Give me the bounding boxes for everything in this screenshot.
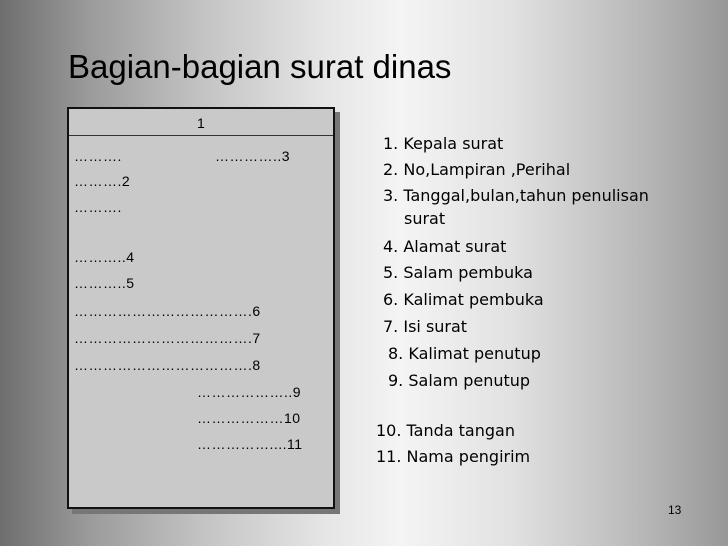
- marker-7: ……………………………….7: [74, 330, 261, 346]
- slide-title: Bagian-bagian surat dinas: [68, 48, 452, 85]
- legend-item-5: 5. Salam pembuka: [383, 263, 533, 282]
- legend-item-10: 10. Tanda tangan: [376, 421, 515, 440]
- legend-item-1: 1. Kepala surat: [383, 134, 504, 153]
- marker-8: ……………………………….8: [74, 357, 261, 373]
- marker-3: …………..3: [215, 148, 291, 164]
- legend-item-3: 3. Tanggal,bulan,tahun penulisan: [383, 186, 649, 205]
- legend-item-2: 2. No,Lampiran ,Perihal: [383, 160, 571, 179]
- legend-item-8: 8. Kalimat penutup: [388, 344, 541, 363]
- marker-6: ……………………………….6: [74, 303, 261, 319]
- letter-line-dots: ……….: [74, 148, 122, 164]
- marker-9: ………………..9: [197, 384, 302, 400]
- marker-2: ……….2: [74, 173, 131, 189]
- legend-item-9: 9. Salam penutup: [388, 371, 531, 390]
- marker-10: ………………10: [197, 410, 301, 426]
- page-number: 13: [668, 503, 682, 517]
- legend-item-4: 4. Alamat surat: [383, 237, 507, 256]
- marker-11: ……………....11: [197, 436, 303, 452]
- letter-template-box: [67, 107, 335, 509]
- legend-item-7: 7. Isi surat: [383, 317, 468, 336]
- marker-5: ………..5: [74, 275, 135, 291]
- marker-4: ………..4: [74, 249, 135, 265]
- letter-line-dots: ……….: [74, 199, 122, 215]
- legend-item-3-continued: surat: [404, 209, 446, 228]
- header-marker: 1: [197, 115, 206, 131]
- legend-item-11: 11. Nama pengirim: [376, 447, 531, 466]
- letter-header-area: [69, 109, 333, 136]
- legend-item-6: 6. Kalimat pembuka: [383, 290, 544, 309]
